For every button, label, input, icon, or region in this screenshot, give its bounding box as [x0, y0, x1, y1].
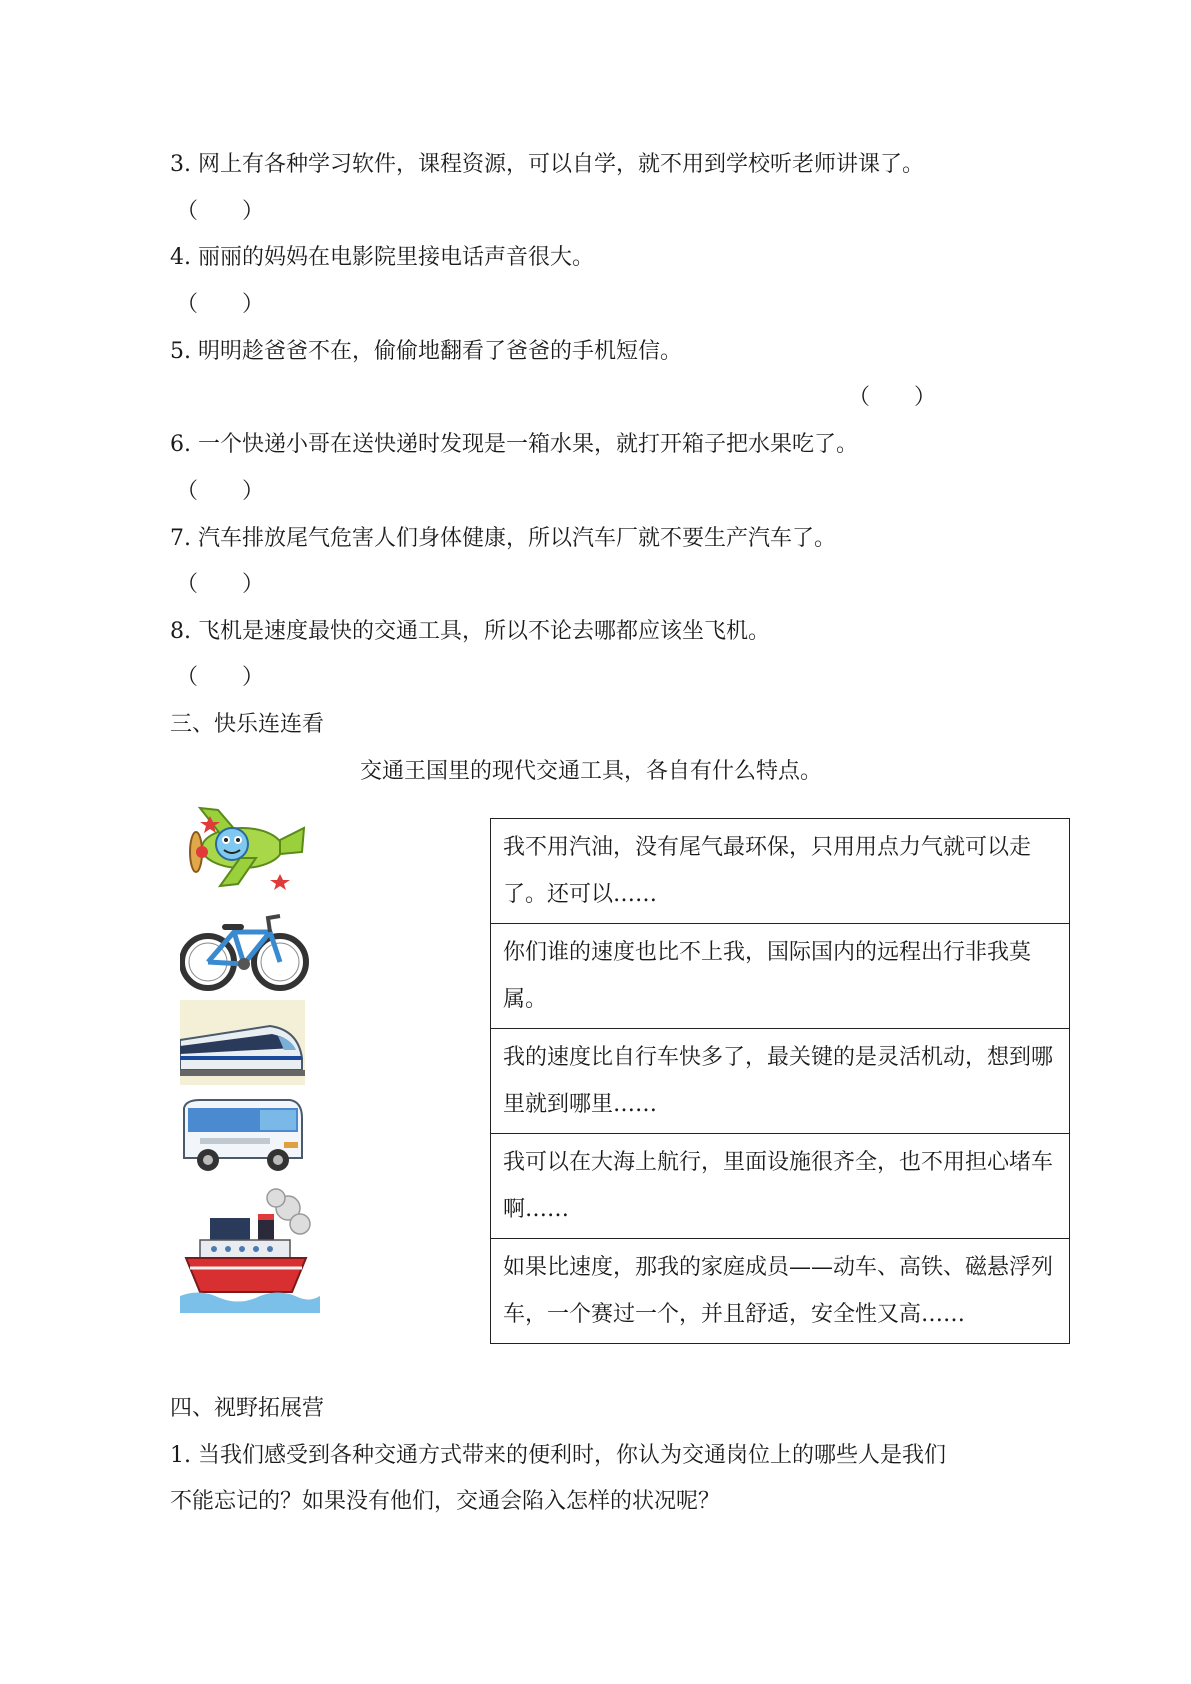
question-8: 8. 飞机是速度最快的交通工具，所以不论去哪都应该坐飞机。 — [170, 619, 770, 644]
bus-picture[interactable] — [180, 1098, 305, 1178]
section-3-title: 三、快乐连连看 — [170, 712, 325, 737]
bicycle-picture[interactable] — [180, 910, 310, 992]
section-4-question-1-line-1: 1. 当我们感受到各种交通方式带来的便利时，你认为交通岗位上的哪些人是我们 — [170, 1443, 946, 1468]
answer-paren-3[interactable]: （ ） — [176, 199, 265, 224]
description-4[interactable]: 我可以在大海上航行，里面设施很齐全，也不用担心堵车啊…… — [491, 1134, 1070, 1239]
description-1[interactable]: 我不用汽油，没有尾气最环保，只用用点力气就可以走了。还可以…… — [491, 819, 1070, 924]
answer-paren-4[interactable]: （ ） — [176, 292, 265, 317]
question-4: 4. 丽丽的妈妈在电影院里接电话声音很大。 — [170, 245, 594, 270]
question-7: 7. 汽车排放尾气危害人们身体健康，所以汽车厂就不要生产汽车了。 — [170, 526, 836, 551]
answer-paren-7[interactable]: （ ） — [176, 572, 265, 597]
question-6: 6. 一个快递小哥在送快递时发现是一箱水果，就打开箱子把水果吃了。 — [170, 432, 858, 457]
description-3[interactable]: 我的速度比自行车快多了，最关键的是灵活机动，想到哪里就到哪里…… — [491, 1029, 1070, 1134]
airplane-picture[interactable] — [180, 800, 310, 890]
description-2[interactable]: 你们谁的速度也比不上我，国际国内的远程出行非我莫属。 — [491, 924, 1070, 1029]
train-picture[interactable] — [180, 1000, 305, 1085]
answer-paren-8[interactable]: （ ） — [176, 665, 265, 690]
section-4-title: 四、视野拓展营 — [170, 1396, 325, 1421]
description-5[interactable]: 如果比速度，那我的家庭成员——动车、高铁、磁悬浮列车，一个赛过一个，并且舒适，安全性又高…… — [491, 1239, 1070, 1344]
question-5: 5. 明明趁爸爸不在，偷偷地翻看了爸爸的手机短信。 — [170, 339, 682, 364]
section-3-subtitle: 交通王国里的现代交通工具，各自有什么特点。 — [360, 759, 823, 784]
question-3: 3. 网上有各种学习软件，课程资源，可以自学，就不用到学校听老师讲课了。 — [170, 152, 924, 177]
description-table — [490, 818, 1070, 1344]
answer-paren-5[interactable]: （ ） — [848, 385, 937, 410]
ship-picture[interactable] — [180, 1188, 320, 1313]
answer-paren-6[interactable]: （ ） — [176, 479, 265, 504]
section-4-question-1-line-2: 不能忘记的？如果没有他们，交通会陷入怎样的状况呢？ — [170, 1489, 721, 1514]
